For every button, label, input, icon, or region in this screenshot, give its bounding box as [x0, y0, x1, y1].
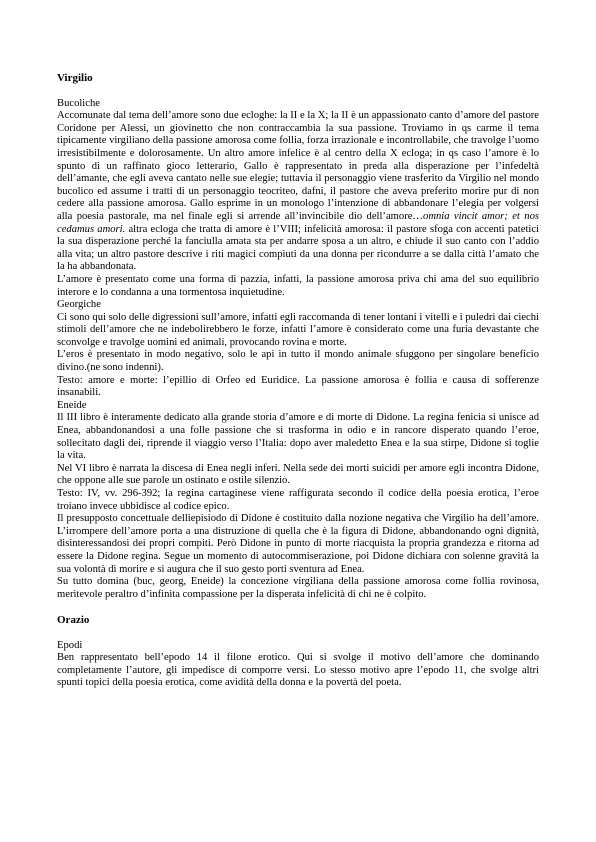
georgiche-paragraph-1: Ci sono qui solo delle digressioni sull’amore, infatti egli raccomanda di tener lontani i vitelli e i puledri dai ciechi stimoli dell’amore che ne indebolirebbero le forze, infatti l’amore è considerato come una furia devastante che sconvolge e travolge uomini ed animali, provocando rovina e morte.: [57, 311, 539, 348]
eneide-paragraph-2: Nel VI libro è narrata la discesa di Enea negli inferi. Nella sede dei morti suicidi per amore egli incontra Didone, che oppone alle sue parole un ostinato e ostile silenzio.: [57, 462, 539, 487]
georgiche-paragraph-3: Testo: amore e morte: l’epillio di Orfeo ed Euridice. La passione amorosa è follia e causa di sofferenze insanabili.: [57, 374, 539, 399]
eneide-paragraph-5: Su tutto domina (buc, georg, Eneide) la concezione virgiliana della passione amorosa come follia rovinosa, meritevole peraltro d’infinita compassione per la disperata infelicità di chi ne è colpito.: [57, 576, 539, 600]
subheading-epodi: Epodi: [57, 639, 83, 651]
eneide-paragraph-3: Testo: IV, vv. 296-392; la regina cartaginese viene raffigurata secondo il codice della poesia erotica, l’eroe troiano invece ubbidisce al codice epico.: [57, 488, 539, 512]
georgiche-paragraph-2: L’eros è presentato in modo negativo, solo le api in tutto il mondo animale sfuggono per singolare beneficio divino.(ne sono indenni).: [57, 349, 539, 374]
bucoliche-paragraph-2: L’amore è presentato come una forma di pazzia, infatti, la passione amorosa priva chi ama del suo equilibrio interore e lo condanna a una tormentosa inquietudine.: [57, 273, 539, 298]
subheading-bucoliche: Bucoliche: [57, 97, 100, 109]
heading-orazio: Orazio: [57, 613, 90, 626]
text-column: [57, 0, 539, 690]
epodi-paragraph-1: Ben rappresentato bell’epodo 14 il filone erotico. Qui si svolge il motivo dell’amore che dominando completamente l’autore, gli impedisce di comporre versi. Lo stesso motivo apre l’epodo 11, che svolge altri spunti topici della poesia erotica, come avidità della donna e la povertà del poeta.: [57, 652, 539, 689]
bucoliche-text-a: Accomunate dal tema dell’amore sono due ecloghe: la II e la X; la II è un appassionato canto d’amore del pastore Coridone per Alessi, un giovinetto che non contraccambia la sua passione. Troviamo in qs carme il tema tipicamente virgiliano della passione amorosa come follia, forza irrazionale e incontrollabile, che travolge l’uomo irresistibilmente e dolorosamente. Un altro amore infelice è al centro della X ecloga; in qs caso l’amore è lo spunto di un raffinato gioco letterario, Gallo è rappresentato in preda alla disperazione per l’infedeltà dell’amante, che egli aveva cantato nelle sue elegie; tuttavia il personaggio viene trasferito da Virgilio nel mondo bucolico ed assume i tratti di un personaggio teocriteo, dafni, il pastore che aveva preferito morire pur di non cedere alla passione amorosa. Gallo esprime in un monologo l’intenzione di abbandonare l’elegia per volgersi alla poesia pastorale, ma nel finale egli si arrende all’invincibile dio dell’amore…: [57, 110, 539, 222]
subheading-eneide: Eneide: [57, 399, 87, 411]
heading-virgilio: Virgilio: [57, 72, 93, 84]
bucoliche-paragraph-1: [57, 110, 539, 274]
bucoliche-text-b: altra ecloga che tratta di amore è l’VIII; infelicità amorosa: il pastore sfoga con accenti patetici la sua disperazione perché la fanciulla amata sta per andarre sposa a un altro, e chiude il suo canto con l’addio alla vita; un altro pastore descrive i riti magici compiuti da una donna per ricondurre a se dalla città l’amato che la ha abbandonata.: [57, 223, 539, 273]
bucoliche-quote: omnia vincit amor; et nos cedamus amori.: [57, 210, 539, 235]
eneide-paragraph-1: Il III libro è interamente dedicato alla grande storia d’amore e di morte di Didone. La regina fenicia si unisce ad Enea, abbandonandosi a una folle passione che si trasforma in odio e in rancore disperato quando l’eroe, sollecitato dagli dei, riprende il viaggio verso l’Italia: dopo aver maledetto Enea e la sua stirpe, Didone si toglie la vita.: [57, 412, 539, 462]
subheading-georgiche: Georgiche: [57, 299, 101, 311]
eneide-paragraph-4: Il presupposto concettuale delliepisiodo di Didone è costituito dalla nozione negativa che Virgilio ha dell’amore. L’irrompere dell’amore porta a una distruzione di quella che è la figura di Didone, abbandonando ogni dignità, disinteressandosi dei propri compiti. Però Didone in punto di morte riacquista la propria grandezza e ritorna ad essere la Didone regina. Segue un momento di autocommiserazione, poi Didone dichiara con solenne gravità la sua volontà di morire e si augura che il suo gesto porti sventura ad Enea.: [57, 513, 539, 575]
